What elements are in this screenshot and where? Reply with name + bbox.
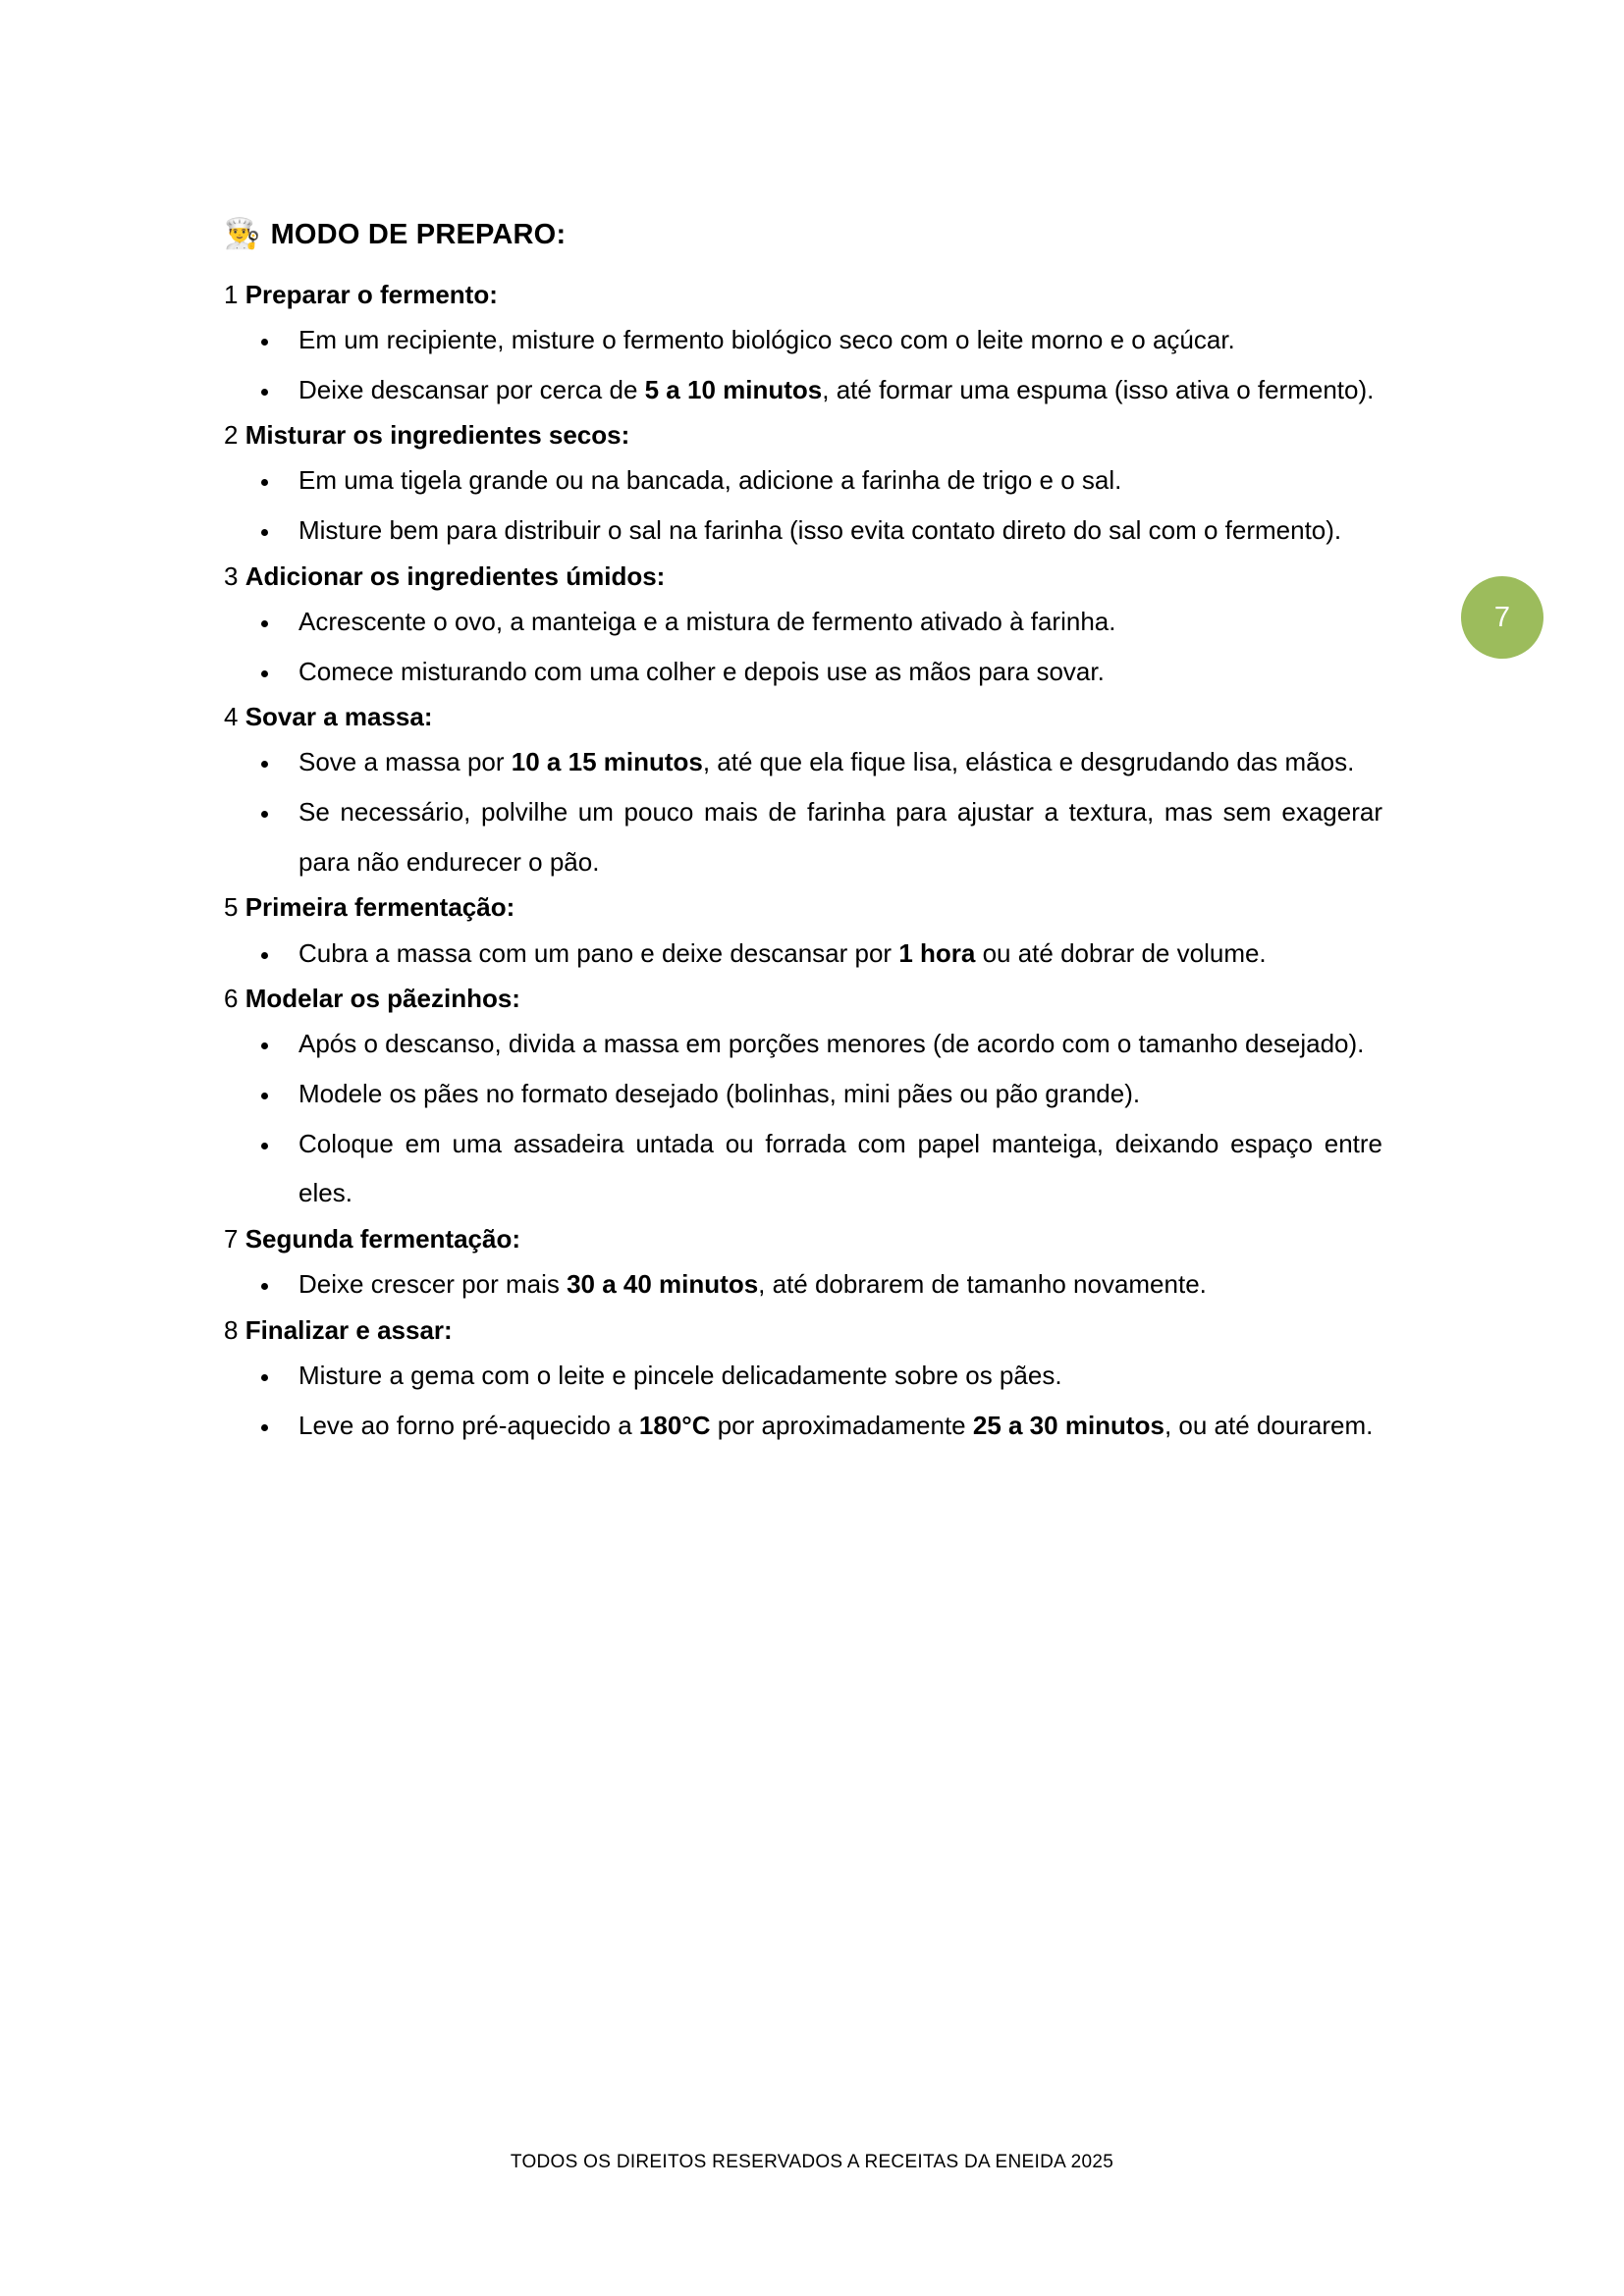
recipe-step (224, 886, 1382, 978)
step-title (224, 556, 1382, 597)
step-number: 3 (224, 561, 239, 591)
page-title (224, 218, 1382, 252)
step-label: Adicionar os ingredientes úmidos: (244, 561, 666, 591)
list-item (224, 1119, 1382, 1218)
emphasis-text: 10 a 15 minutos (511, 747, 703, 777)
bullet-text: Deixe crescer por mais (298, 1269, 568, 1300)
bullet-text: Em uma tigela grande ou na bancada, adicione a farinha de trigo e o sal. (298, 465, 1122, 496)
list-item (224, 737, 1382, 787)
bullet-text: , até formar uma espuma (isso ativa o fermento). (822, 374, 1375, 404)
recipe-step (224, 1218, 1382, 1309)
step-title (224, 696, 1382, 737)
step-number: 7 (224, 1224, 239, 1255)
list-item (224, 315, 1382, 365)
page-number-badge (1461, 576, 1543, 659)
footer-copyright: TODOS OS DIREITOS RESERVADOS A RECEITAS DA ENEIDA 2025 (510, 2152, 1114, 2172)
step-label: Sovar a massa: (244, 702, 433, 732)
step-label: Misturar os ingredientes secos: (244, 420, 630, 451)
bullet-text: Deixe descansar por cerca de (298, 374, 645, 404)
step-number: 2 (224, 420, 239, 451)
recipe-step (224, 274, 1382, 414)
bullet-text: por aproximadamente (710, 1410, 973, 1440)
document-body (224, 218, 1382, 1450)
bullet-text: Coloque em uma assadeira untada ou forrada com papel manteiga, deixando espaço entre eles. (298, 1128, 1382, 1208)
step-title (224, 978, 1382, 1019)
step-number: 1 (224, 279, 239, 309)
step-title (224, 414, 1382, 455)
list-item (224, 1351, 1382, 1401)
list-item (224, 647, 1382, 697)
step-bullet-list (224, 455, 1382, 555)
step-bullet-list (224, 315, 1382, 414)
emphasis-text: 5 a 10 minutos (644, 374, 823, 404)
emphasis-text: 25 a 30 minutos (972, 1410, 1164, 1440)
step-number: 4 (224, 702, 239, 732)
list-item (224, 929, 1382, 979)
step-bullet-list (224, 1351, 1382, 1450)
bullet-text: Leve ao forno pré-aquecido a (298, 1410, 639, 1440)
bullet-text: Comece misturando com uma colher e depois use as mãos para sovar. (298, 656, 1105, 686)
recipe-step (224, 1309, 1382, 1450)
list-item (224, 597, 1382, 647)
step-label: Modelar os pãezinhos: (244, 984, 520, 1014)
list-item (224, 455, 1382, 506)
emphasis-text: 180°C (638, 1410, 711, 1440)
bullet-text: Se necessário, polvilhe um pouco mais de farinha para ajustar a textura, mas sem exagerar para não endurecer o pão. (298, 797, 1382, 877)
step-label: Finalizar e assar: (244, 1314, 453, 1345)
step-bullet-list (224, 737, 1382, 886)
step-bullet-list (224, 929, 1382, 979)
emphasis-text: 30 a 40 minutos (567, 1269, 759, 1300)
bullet-text: Acrescente o ovo, a manteiga e a mistura de fermento ativado à farinha. (298, 606, 1116, 636)
step-label: Primeira fermentação: (244, 892, 515, 923)
page-number-value: 7 (1493, 601, 1511, 633)
list-item (224, 787, 1382, 886)
step-bullet-list (224, 1019, 1382, 1218)
step-label: Segunda fermentação: (244, 1224, 520, 1255)
emphasis-text: 1 hora (898, 937, 976, 968)
bullet-text: Em um recipiente, misture o fermento biológico seco com o leite morno e o açúcar. (298, 324, 1235, 354)
recipe-step (224, 414, 1382, 555)
preparation-steps-list (224, 274, 1382, 1451)
page-title-text: MODO DE PREPARO: (270, 219, 567, 250)
bullet-text: , até que ela fique lisa, elástica e desgrudando das mãos. (702, 747, 1355, 777)
step-bullet-list (224, 597, 1382, 696)
list-item (224, 1401, 1382, 1451)
bullet-text: Sove a massa por (298, 747, 512, 777)
list-item (224, 1259, 1382, 1309)
bullet-text: Misture bem para distribuir o sal na farinha (isso evita contato direto do sal com o fermento). (298, 515, 1342, 546)
list-item (224, 506, 1382, 556)
bullet-text: Modele os pães no formato desejado (bolinhas, mini pães ou pão grande). (298, 1079, 1141, 1109)
bullet-text: Após o descanso, divida a massa em porções menores (de acordo com o tamanho desejado). (298, 1029, 1365, 1059)
bullet-text: Misture a gema com o leite e pincele delicadamente sobre os pães. (298, 1360, 1062, 1390)
recipe-step (224, 556, 1382, 696)
step-number: 5 (224, 892, 239, 923)
bullet-text: , ou até dourarem. (1164, 1410, 1374, 1440)
step-title (224, 1309, 1382, 1351)
recipe-step (224, 696, 1382, 886)
bullet-text: , até dobrarem de tamanho novamente. (758, 1269, 1207, 1300)
step-title (224, 886, 1382, 928)
step-title (224, 1218, 1382, 1259)
step-title (224, 274, 1382, 315)
list-item (224, 365, 1382, 415)
bullet-text: ou até dobrar de volume. (975, 937, 1267, 968)
step-label: Preparar o fermento: (244, 279, 498, 309)
step-number: 6 (224, 984, 239, 1014)
step-number: 8 (224, 1314, 239, 1345)
recipe-step (224, 978, 1382, 1218)
chef-cook-emoji-icon: 👨‍🍳 (224, 218, 261, 251)
list-item (224, 1069, 1382, 1119)
list-item (224, 1019, 1382, 1069)
step-bullet-list (224, 1259, 1382, 1309)
bullet-text: Cubra a massa com um pano e deixe descansar por (298, 937, 899, 968)
